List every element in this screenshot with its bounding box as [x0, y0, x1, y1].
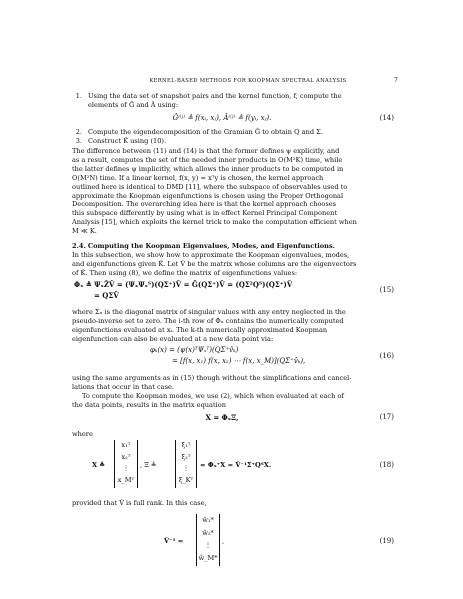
equation-17 [72, 413, 394, 425]
equation-16-line-2: = [f(x, x₁) f(x, x₂) ⋯ f(x, x_M)](QΣ⁺v̂ₖ), [172, 357, 306, 365]
equation-18-mid: , Ξ ≜ [140, 461, 157, 469]
paragraph-1-line: as a result, computes the set of the needed inner products in O(M²K) time, while [72, 155, 343, 164]
paragraph-3-line: To compute the Koopman modes, we use (2), which when evaluated at each of [82, 391, 344, 400]
equation-14 [72, 114, 394, 126]
paragraph-3-line: lations that occur in that case. [72, 382, 174, 391]
equation-19-lhs: V̂⁻¹ = [164, 537, 184, 545]
matrix-X [114, 440, 138, 488]
list-item-3-text: Construct K̂ using (10). [88, 137, 167, 145]
matrix-V-inverse-entry: ⋮ [204, 541, 212, 549]
equation-17-number: (17) [379, 413, 394, 421]
list-item-1-line-2: elements of Ĝ and Â using: [88, 101, 179, 109]
paragraph-1-line: The difference between (11) and (14) is that the former defines ψ explicitly, and [72, 147, 340, 155]
equation-19-number: (19) [379, 537, 394, 545]
equation-18-rhs: = Φₓ⁺X = V̂⁻¹Σ⁺QᵀX. [200, 461, 272, 469]
equation-15-number: (15) [379, 286, 394, 294]
matrix-X-entry: x₁ᵀ [121, 441, 131, 449]
equation-18-number: (18) [379, 461, 394, 469]
matrix-V-inverse [196, 514, 220, 566]
paragraph-4: provided that V̂ is full rank. In this case, [72, 499, 207, 507]
paragraph-1-line: outlined here is identical to DMD [11], where the subspace of observables used to [72, 182, 348, 191]
equation-14-number: (14) [379, 114, 394, 122]
equation-18-lhs: X ≜ [92, 461, 105, 469]
equation-19 [72, 514, 394, 570]
section-2-4 [72, 242, 394, 278]
paragraph-1-line: this subspace differently by using what is in effect Kernel Principal Component [72, 209, 338, 218]
paragraph-1-line: M ≪ K. [72, 227, 97, 236]
paragraph-3-line: using the same arguments as in (15) though without the simplifications and cancel- [72, 374, 352, 382]
matrix-V-inverse-entry: ŵ₁* [202, 516, 214, 524]
equation-15 [72, 280, 394, 304]
matrix-X-entry: x_Mᵀ [117, 475, 135, 484]
section-line: of K̂. Then using (8), we define the matrix of eigenfunctions values: [72, 268, 298, 277]
section-number: 2.4. [72, 242, 86, 250]
equation-15-line-2: = QΣV̂ [94, 291, 119, 300]
matrix-Xi-entry: ξ₂ᵀ [181, 452, 191, 461]
equation-18 [72, 440, 394, 492]
matrix-Xi-entry: ⋮ [182, 464, 190, 472]
paragraph-3 [72, 374, 394, 410]
matrix-V-inverse-entry: ŵ_M* [198, 553, 218, 562]
matrix-X-entry: x₂ᵀ [121, 452, 131, 461]
equation-16-line-1: φₖ(x) = (ψ(x)ᵀΨₓᵀ)(QΣ⁺v̂ₖ) [150, 346, 239, 354]
list-item-2-text: Compute the eigendecomposition of the Gramian Ĝ to obtain Q and Σ. [88, 128, 323, 136]
paragraph-2 [72, 308, 394, 344]
paragraph-1-line: Analysis [15], which exploits the kernel trick to make the computation efficient when [72, 218, 357, 227]
paragraph-1-line: Decomposition. The overarching idea here is that the kernel approach chooses [72, 200, 337, 209]
paragraph-2-line: where Σₓ is the diagonal matrix of singular values with any entry neglected in the [72, 308, 346, 316]
list-item-1-line-1: Using the data set of snapshot pairs and the kernel function, f, compute the [88, 92, 342, 100]
matrix-Xi-entry: ξ₁ᵀ [181, 441, 191, 449]
paragraph-1 [72, 147, 394, 236]
equation-19-tail: , [222, 537, 225, 545]
section-title: Computing the Koopman Eigenvalues, Modes, and Eigenfunctions. [87, 242, 335, 250]
paragraph-1-line: approximate the Koopman eigenfunctions is chosen using the Proper Orthogonal [72, 191, 344, 200]
equation-15-line-1: Φₓ ≜ ΨₓẐV̂ = (ΨₓΨₓᵀ)(QΣ⁺)V̂ = Ĝ(QΣ⁺)V̂ = (QΣ²Qᵀ)(QΣ⁺)V̂ [74, 280, 293, 289]
paragraph-2-line: eigenfunction can also be evaluated at a new data point via: [72, 334, 274, 343]
page-number: 7 [394, 77, 398, 84]
matrix-Xi [175, 440, 197, 488]
list-number-3: 3. [75, 137, 82, 145]
running-title: KERNEL-BASED METHODS FOR KOOPMAN SPECTRAL ANALYSIS [149, 78, 347, 84]
section-line: In this subsection, we show how to approximate the Koopman eigenvalues, modes, [72, 250, 350, 259]
paragraph-3-line: the data points, results in the matrix equation [72, 400, 226, 409]
equation-16 [72, 346, 394, 370]
list-number-1: 1. [75, 92, 82, 100]
equation-17-body: X = ΦₓΞ, [205, 413, 239, 422]
equation-14-body: Ĝ⁽ⁱʲ⁾ ≜ f(xᵢ, xⱼ), Â⁽ⁱʲ⁾ ≜ f(yᵢ, xⱼ). [172, 114, 272, 122]
list-number-2: 2. [75, 128, 82, 136]
matrix-Xi-entry: ξ_Kᵀ [178, 475, 194, 484]
equation-16-number: (16) [379, 352, 394, 360]
paragraph-2-line: eigenfunctions evaluated at xᵢ. The k-th numerically approximated Koopman [72, 325, 328, 334]
section-line: and eigenfunctions given K̂. Let V̂ be the matrix whose columns are the eigenvectors [72, 259, 357, 268]
paragraph-1-line: O(M²N) time. If a linear kernel, f(x, y) = xᵀy is chosen, the kernel approach [72, 173, 324, 182]
paragraph-2-line: pseudo-inverse set to zero. The i-th row of Φₓ contains the numerically computed [72, 316, 344, 325]
paragraph-1-line: the latter defines ψ implicitly, which allows the inner products to be computed in [72, 164, 344, 173]
matrix-V-inverse-entry: ŵ₂* [202, 528, 214, 537]
where-label: where [72, 430, 93, 438]
matrix-X-entry: ⋮ [122, 464, 130, 472]
